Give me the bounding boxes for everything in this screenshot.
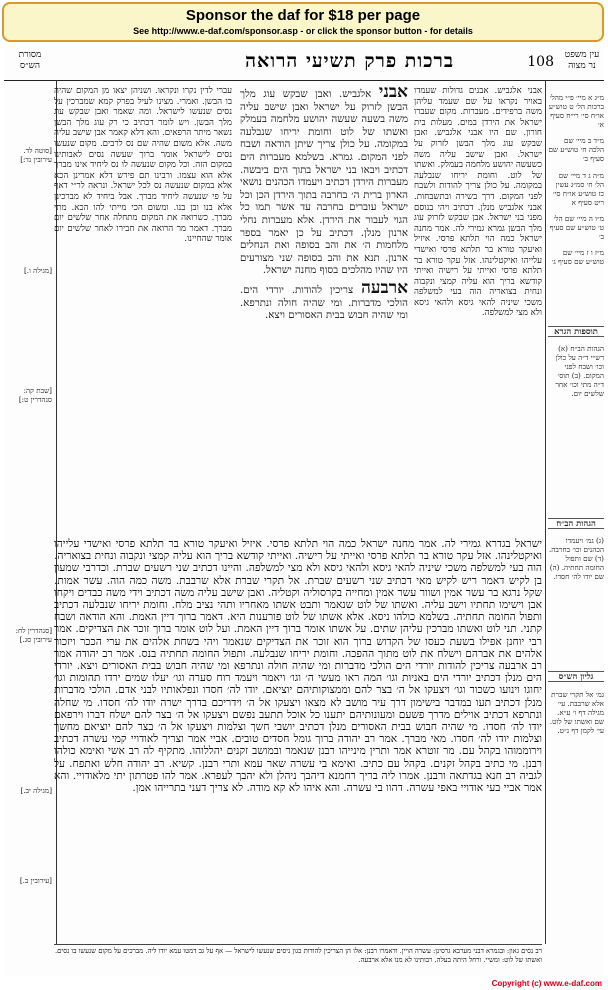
tosafot-text: עברי לדין נקרו ונקראו. ושניהן יצאו מן המקום שהיה בו הבשן. ואמרי. מצינו לעיל בפרק קמא שמברכין על נסים שנעשו לישראל. ומה שאמר ואבן שבקש עוג מלך הבשן. ויש לומר דכתיב כי רק עוג מלך הבשן נשאר מיתר הרפאים. והא דלא קאמר אבן שישב עליה משה. אלא משום שהיה שם נס לרבים. מקום שנעשו נסים לישראל אומר ברוך שעשה נסים לאבותינו במקום הזה. וכל מקום שנעשה לו נס ליחיד אינו מברך אלא הוא עצמו. ורבינו תם פירש דלא אמרינן הכא אלא במקום שנעשה נס לכל ישראל. ונראה לר״י דאף על פי שנעשה ליחיד מברך. אבל ביחיד לא מברכינן אלא בנו ובן בנו. ומשום הכי מייתי להו הכא. מתי מברך. כשרואה את המקום מתחלה אחר שלשים יום מברך. דאמר מר הרואה את חבירו לאחר שלשים יום אומר שהחיינו.: [54, 86, 232, 245]
rashi-commentary: [414, 86, 542, 534]
cross-reference: [עירובין ב.]: [19, 876, 52, 885]
cross-reference: [סנהדרין לח: עירובין סג.]: [15, 626, 52, 644]
sponsor-subtitle[interactable]: See http://www.e-daf.com/sponsor.asp - or click the sponsor button - for details: [133, 26, 473, 36]
margin-left-label: מסורת הש״ס: [18, 50, 42, 71]
margin-right-entry: מ״ד ב מיי׳ שם הלכה ח׳ טוש״ע שם סעיף ב׳: [548, 136, 604, 164]
page-number: 108: [527, 54, 554, 70]
divider-right: [545, 80, 546, 944]
page-header: [4, 46, 604, 81]
gemara-bottom-text: ישראל בגדרא גמירי לה. אמר מחנה ישראל כמה הוי תלתא פרסי. איזיל ואיעקר טורא בר תלתא פרסי ואישדי עלייהו ואיקטלינהו. אזל עקר טורא בר תלתא פרסי ואייתי על רישיה. ואייתי קודשא בריך הוא עליה קמצי ונקבוה ונחית בצואריה. הוה בעי למשלפה משכי שיניה להאי גיסא ולהאי גיסא ולא מצי למשלפה. והיינו דכתיב שני רשעים שברת. וכדרבי שמעון בן לקיש דאמר ריש לקיש מאי דכתיב שני רשעים שברת. אל תקרי שברת אלא שרבבת. משה כמה הוה. עשר אמות. שקל נרגא בר עשר אמין ושוור עשר אמין ומחייה בקרסוליה וקטליה. ואבן שישב עליה משה דכתיב וידי משה כבדים ויקחו אבן וישימו תחתיו וישב עליה. ואשתו של לוט שנאמר ותבט אשתו מאחריו ותהי נציב מלח. וחומת יריחו שנבלעה דכתיב ותפול החומה תחתיה. בשלמא כולהו ניסא. אלא אשתו של לוט פורענות היא. דאמר ברוך דיין האמת. והא הודאה ושבח קתני. תני לוט ואשתו מברכין עליהן שתים. על אשתו אומר ברוך דיין האמת. ועל לוט אומר ברוך זוכר את הצדיקים. אמר רבי יוחנן אפילו בשעת כעסו של הקדוש ברוך הוא זוכר את הצדיקים שנאמר ויהי בשחת אלהים את ערי הככר ויזכור אלהים את אברהם וישלח את לוט מתוך ההפכה. וחומת יריחו שנבלעה. ותפול החומה תחתיה בנס. אמר רב יהודה אמר רב ארבעה צריכין להודות יורדי הים הולכי מדברות ומי שהיה חולה ונתרפא ומי שהיה חבוש בבית האסורים ויצא. יורדי הים מנלן דכתיב יורדי הים באניות וגו׳ המה ראו מעשי ה׳ וגו׳ ויאמר ויעמד רוח סערה וגו׳ יעלו שמים ירדו תהומות וגו׳ יחוגו וינועו כשכור וגו׳ ויצעקו אל ה׳ בצר להם וממצוקותיהם יוציאם. יודו לה׳ חסדו ונפלאותיו לבני אדם. הולכי מדברות מנלן דכתיב תעו במדבר בישימון דרך עיר מושב לא מצאו ויצעקו אל ה׳ וידריכם בדרך ישרה יודו לה׳ חסדו. מי שחלה ונתרפא דכתיב אוילים מדרך פשעם ומעונותיהם יתענו כל אוכל תתעב נפשם ויצעקו אל ה׳ בצר להם ישלח דברו וירפאם יודו לה׳ חסדו. מי שהיה חבוש בבית האסורים מנלן דכתיב יושבי חשך וצלמות ויצעקו אל ה׳ בצר להם יוציאם מחשך וצלמות יודו לה׳ חסדו. מאי מברך. אמר רב יהודה ברוך גומל חסדים טובים. אביי אמר וצריך לאודויי קמי עשרה דכתיב וירוממוהו בקהל עם. מר זוטרא אמר ותרין מינייהו רבנן שנאמר ובמושב זקנים יהללוהו. מתקיף לה רב אשי ואימא כולהו רבנן. מי כתיב בקהל זקנים. בקהל עם כתיב. ואימא בי עשרה שאר עמא ותרי רבנן. קשיא. רב יהודה חלש ואתפח. על לגביה רב חנא בגדתאה ורבנן. אמרו ליה בריך רחמנא דיהבך ניהלן ולא יהבך לעפרא. אמר להו פטרתון יתי מלאודויי. והא אמר אביי בעי אודויי באפי עשרה. דהוו בי עשרה. והא איהו לא קא מודה. לא צריך דעני בתרייהו אמן.: [54, 538, 542, 795]
margin-right-entry: מ״ז ו ז מיי׳ שם טוש״ע שם סעיף ג׳: [551, 247, 604, 266]
margin-right-entry: מ״ו ה מיי׳ שם הל׳ ט׳ טוש״ע שם סעיף ב׳: [549, 213, 604, 241]
footer-notes: [54, 944, 542, 973]
margin-right-label: עין משפט נר מצוה: [564, 50, 600, 71]
mishnah-text: צריכין להודות. יורדי הים. הולכי מדברות. ומי שהיה חולה ונתרפא. ומי שהיה חבוש בבית האסורים ויצא.: [240, 284, 408, 322]
cross-reference: [מגילה יב.]: [20, 786, 52, 795]
margin-section-text: (ג) גמ׳ ויעמדו הכהנים וכו׳ בחרבה. (ד) שם ותפול החומה תחתיה. (ה) שם יודו לה׳ חסדו.: [548, 536, 604, 582]
running-title: ברכות פרק תשיעי הרואה: [245, 50, 454, 72]
margin-right-entry: מ״ג א מיי׳ פ״י מהל׳ ברכות הל׳ ט טוש״ע או״ח סי׳ רי״ח סעיף א׳: [548, 93, 604, 130]
gemara-bottom: [54, 538, 542, 942]
gemara-top: [240, 86, 408, 446]
copyright-notice[interactable]: Copyright (c) www.e-daf.com: [491, 979, 602, 988]
tosafot-commentary: [54, 86, 232, 534]
margin-right: [548, 86, 604, 942]
margin-left: [8, 86, 52, 942]
margin-section-heading: הגהות הב״ח: [548, 518, 604, 529]
footer-text: רב נסים גאון: ובגמרא דבני מערבא גרסינן: עשרה הויין. ודאמרו רבנן: אלו הן הצריכין להודות כגון ניסים שנעשו לישראל — אף על גב דמטו עמא יודו ליה. מברכים על מקום שנעשו בו נסים. ואשתו של לוט: ומשיי. ורחל היתה בעלה. רבותינו לא מנו אלא ארבעה.: [55, 947, 542, 964]
gemara-top-text: אלגביש. ואבן שבקש עוג מלך הבשן לזרוק על ישראל ואבן שישב עליה משה בשעה שעשה יהושע מלחמה בעמלק ואשתו של לוט וחומת יריחו שנבלעה במקומה. על כולן צריך שיתן הודאה ושבח לפני המקום. גמרא. בשלמא מעברות הים דכתיב ויבאו בני ישראל בתוך הים ביבשה. מעברות הירדן דכתיב ויעמדו הכהנים נושאי הארון ברית ה׳ בחרבה בתוך הירדן הכן וכל ישראל עוברים בחרבה עד אשר תמו כל הגוי לעבור את הירדן. אלא מעברות נחלי ארנון מנלן. דכתיב על כן יאמר בספר מלחמות ה׳ את והב בסופה ואת הנחלים ארנון. תנא את והב בסופה שני מצורעים היו שהיו מהלכים בסוף מחנה ישראל.: [240, 89, 408, 277]
talmud-page: [4, 46, 604, 976]
margin-section-heading: תוספות הגרא: [548, 326, 604, 337]
rashi-text: אבני אלגביש. אבנים גדולות שעמדו באויר נקראו על שם שעמד עליהן משה ברפידים. מעברות. מקום שעברו ישראל את הירדן במים. מעלות בית חורון. שם היו אבני אלגביש. ואבן שבקש עוג מלך הבשן לזרוק על ישראל. ואבן שישב עליה משה כשעשה יהושע מלחמה בעמלק. ואשתו של לוט. וחומת יריחו שנבלעה במקומה. על כולן צריך להודות ולשבח לפני המקום. דרך בשירה ובתשבחות. אבני אלגביש מנלן. דכתיב ויהי בנוסם מפני בני ישראל. אבן שבקש לזרוק עוג מלך הבשן גמרא גמירי לה. אמר מחנה ישראל כמה הוי תלתא פרסי. איזיל ואיעקר טורא בר תלתא פרסי ואישדי עלייהו ואיקטלינהו. אזל עקר טורא בר תלתא פרסי ואייתי על רישיה ואייתי קודשא בריך הוא עליה קמצי ונקבוה ונחית בצואריה הוה בעי למשלפה משכי שיניה להאי גיסא ולהאי גיסא ולא מצי למשלפה.: [414, 86, 542, 319]
mishnah-lead-word: ארבעה: [361, 277, 408, 298]
margin-section-heading: גליון הש״ס: [548, 671, 604, 682]
margin-right-entry: מ״ה ג ד מיי׳ שם הל׳ ח׳ סמ״ג עשין כז טוש״ע או״ח סי׳ ריט סעיף א: [552, 170, 604, 207]
gemara-lead-word: אבני: [378, 86, 408, 102]
cross-reference: [סוטה לד. עירובין נד:]: [20, 146, 52, 164]
margin-section-text: גמ׳ אל תקרי שברת אלא שרבבת. עי׳ מגילה דף ו׳ ע״א. שם ואשתו של לוט. עי׳ לקמן דף נ״ט.: [549, 689, 604, 735]
margin-section-text: הגהות הב״ח (א) רש״י ד״ה על כולן וכו׳ ושבח לפני המקום. (ב) תוס׳ ד״ה מתי וכו׳ אחר שלשים יום.: [555, 344, 604, 399]
cross-reference: [מגילה ו.]: [23, 266, 52, 275]
cross-reference: [שבת קה: סנהדרין ט:]: [18, 386, 52, 404]
sponsor-banner[interactable]: [2, 2, 604, 42]
sponsor-title[interactable]: Sponsor the daf for $18 per page: [185, 7, 421, 24]
